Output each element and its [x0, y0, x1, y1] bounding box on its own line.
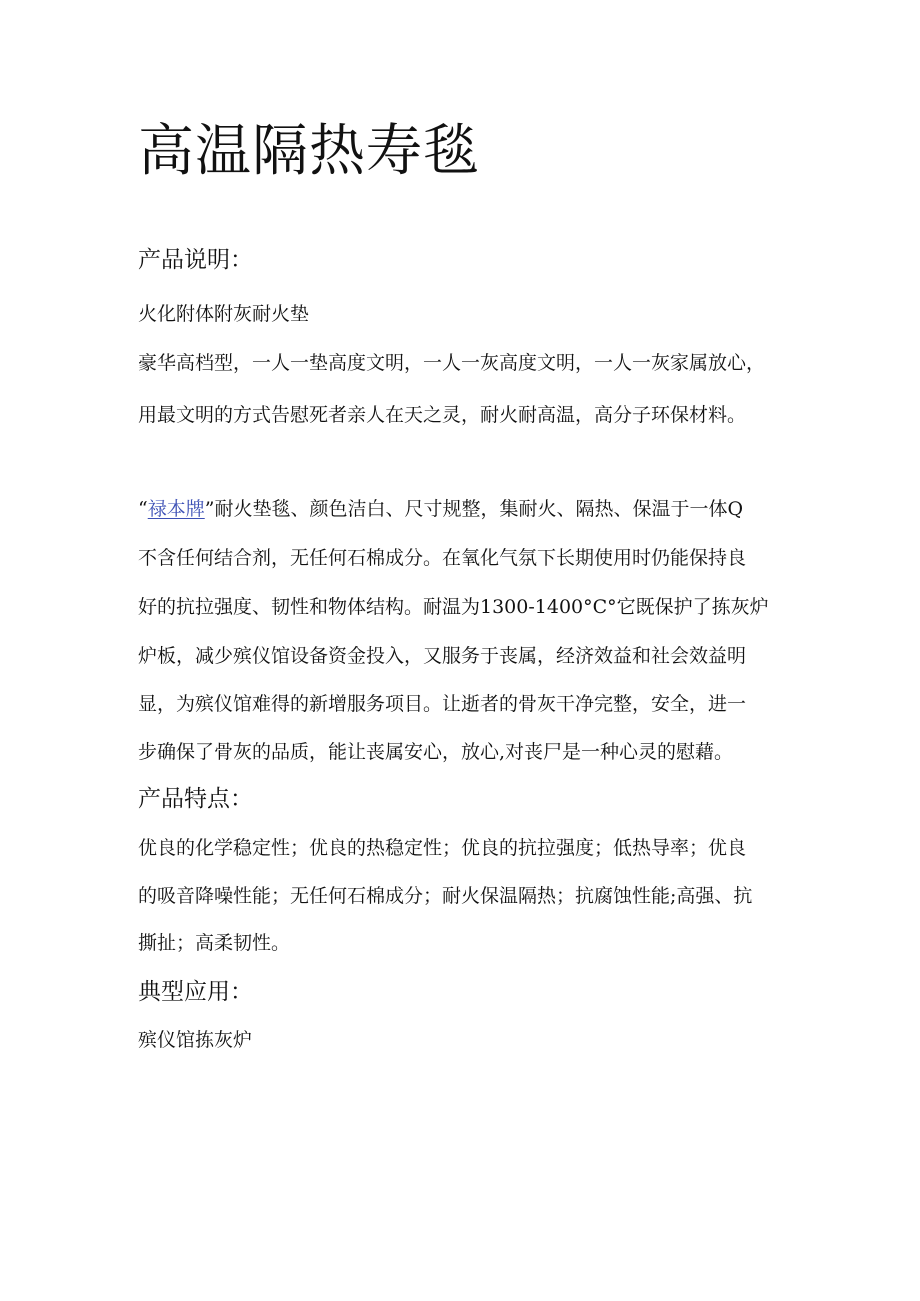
brand-paragraph-line-4: 炉板，减少殡仪馆设备资金投入，又服务于丧属，经济效益和社会效益明: [138, 645, 747, 667]
brand-paragraph-line-3: 好的抗拉强度、韧性和物体结构。耐温为1300-1400°C°它既保护了拣灰炉: [138, 596, 769, 618]
product-subtitle: 火化附体附灰耐火垫: [138, 303, 310, 325]
description-line-1: 豪华高档型，一人一垫高度文明，一人一灰高度文明，一人一灰家属放心，: [138, 352, 766, 374]
brand-first-line-text: ”耐火垫毯、颜色洁白、尺寸规整，集耐火、隔热、保温于一体Q: [204, 498, 744, 520]
brand-paragraph-line-2: 不含任何结合剂，无任何石棉成分。在氧化气氛下长期使用时仍能保持良: [138, 547, 747, 569]
description-line-2: 用最文明的方式告慰死者亲人在天之灵，耐火耐高温，高分子环保材料。: [138, 404, 747, 426]
features-heading: 产品特点：: [138, 786, 253, 812]
product-description-heading: 产品说明：: [138, 247, 253, 273]
brand-name-link[interactable]: 禄本牌: [147, 498, 205, 520]
brand-paragraph-line-5: 显，为殡仪馆难得的新增服务项目。让逝者的骨灰干净完整，安全，进一: [138, 693, 747, 715]
applications-heading: 典型应用：: [138, 979, 253, 1005]
features-line-3: 撕扯；高柔韧性。: [138, 932, 291, 954]
features-line-1: 优良的化学稳定性；优良的热稳定性；优良的抗拉强度；低热导率；优良: [138, 837, 747, 859]
features-line-2: 的吸音降噪性能；无任何石棉成分；耐火保温隔热；抗腐蚀性能;高强、抗: [138, 885, 753, 907]
brand-paragraph-first-line: [138, 497, 743, 522]
applications-text: 殡仪馆拣灰炉: [138, 1029, 253, 1051]
open-quote: “: [138, 498, 148, 520]
brand-paragraph-line-6: 步确保了骨灰的品质，能让丧属安心，放心,对丧尸是一种心灵的慰藉。: [138, 741, 734, 763]
document-title: 高温隔热寿毯: [138, 119, 480, 184]
